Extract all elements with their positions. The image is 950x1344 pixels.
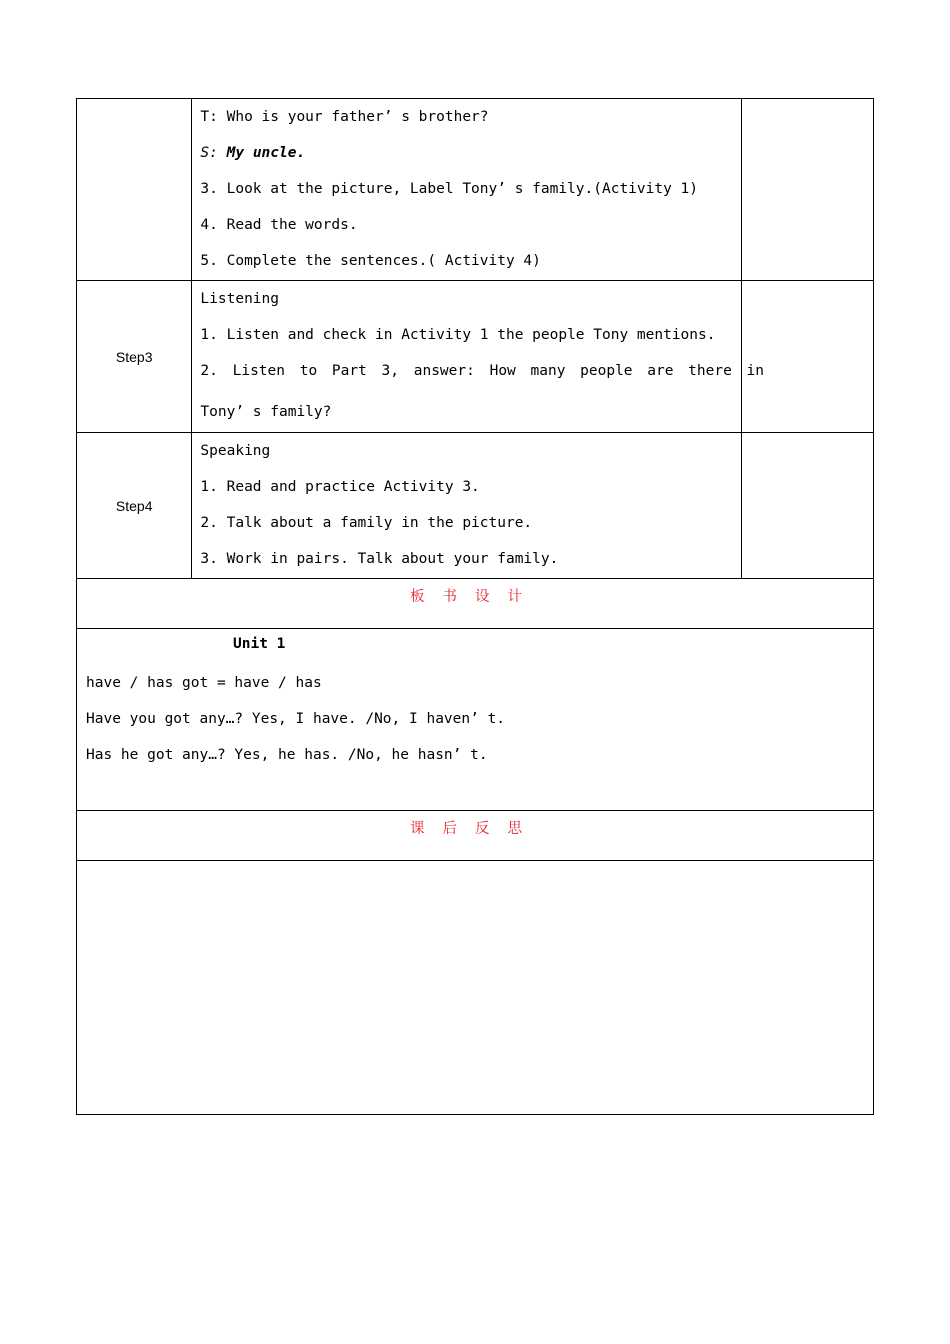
content-line: [200, 135, 733, 171]
speaker-prefix: S:: [200, 145, 227, 161]
board-line: Have you got any…? Yes, I have. /No, I haven’ t.: [86, 711, 506, 727]
content-cell: [192, 281, 765, 433]
table-row: [77, 99, 874, 281]
content-line: 1. Listen and check in Activity 1 the people Tony mentions.: [200, 327, 716, 343]
content-line: Speaking: [200, 443, 271, 459]
content-line: 5. Complete the sentences.( Activity 4): [200, 253, 541, 269]
step-cell: Step4: [77, 433, 192, 579]
table-row: [77, 579, 874, 629]
table-row: [77, 861, 874, 1115]
table-row: [77, 281, 874, 433]
content-line: T: Who is your father’ s brother?: [200, 109, 489, 125]
reflection-title: 课后反思: [77, 811, 874, 861]
table-row: [77, 433, 874, 579]
table-row: [77, 811, 874, 861]
board-line: Has he got any…? Yes, he has. /No, he hasn’ t.: [86, 747, 488, 763]
table-row: [77, 629, 874, 811]
unit-title: Unit 1: [233, 636, 286, 652]
step-cell: [77, 99, 192, 281]
content-cell: [192, 99, 742, 281]
board-line: have / has got = have / has: [86, 675, 322, 691]
notes-cell: [742, 281, 874, 433]
answer-text: My uncle.: [226, 145, 306, 161]
content-line: Listening: [200, 291, 279, 307]
content-line: 4. Read the words.: [200, 217, 358, 233]
step-cell: Step3: [77, 281, 192, 433]
content-line: 2. Listen to Part 3, answer: How many people are there in: [200, 363, 765, 379]
notes-cell: [742, 99, 874, 281]
content-line: 3. Look at the picture, Label Tony’ s family.(Activity 1): [200, 181, 699, 197]
content-cell: [192, 433, 742, 579]
content-line: 2. Talk about a family in the picture.: [200, 515, 533, 531]
board-design-content: [77, 629, 874, 811]
notes-cell: [742, 433, 874, 579]
reflection-content: [77, 861, 874, 1115]
board-design-title: 板书设计: [77, 579, 874, 629]
lesson-plan-table: [76, 98, 874, 1115]
content-line: 3. Work in pairs. Talk about your family.: [200, 551, 559, 567]
content-line: Tony’ s family?: [200, 404, 332, 420]
content-line: 1. Read and practice Activity 3.: [200, 479, 480, 495]
